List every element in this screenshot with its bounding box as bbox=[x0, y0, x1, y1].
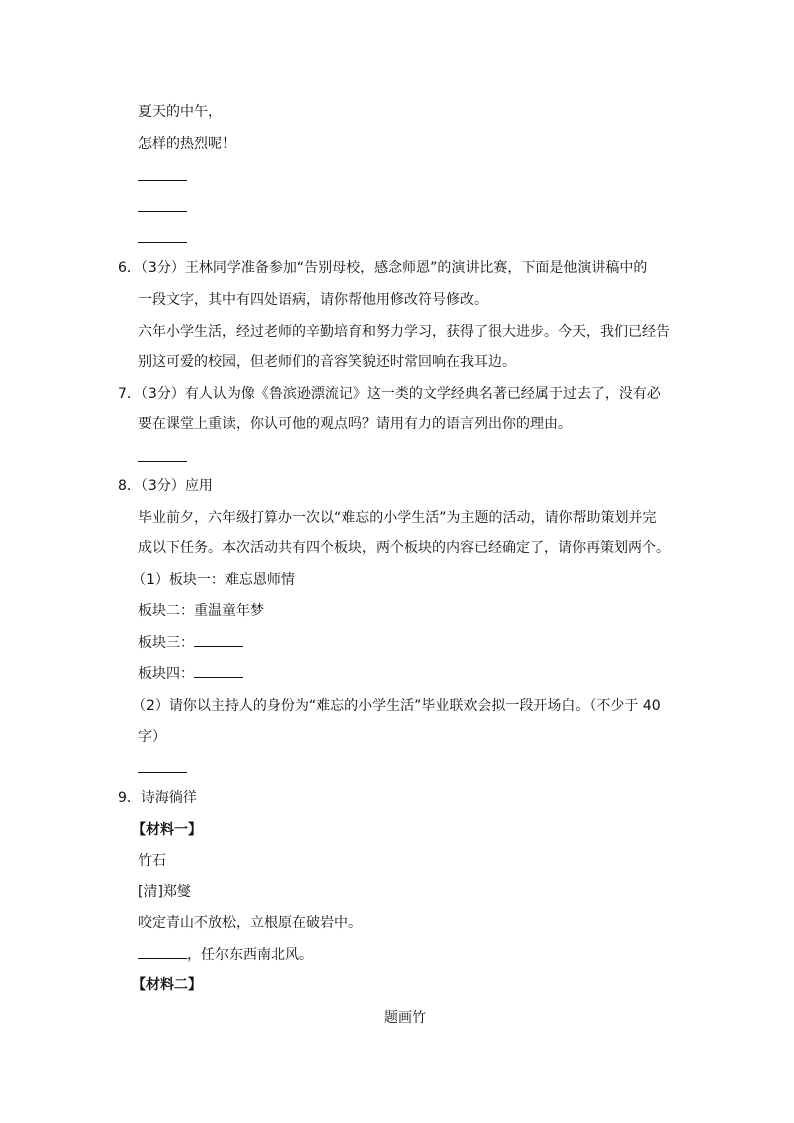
answer-blank[interactable] bbox=[138, 180, 187, 181]
answer-blank[interactable] bbox=[194, 663, 243, 678]
question-number: 7． bbox=[118, 386, 141, 402]
question-text: 成以下任务。本次活动共有四个板块，两个板块的内容已经确定了，请你再策划两个。 bbox=[138, 540, 670, 556]
answer-blank[interactable] bbox=[138, 211, 187, 212]
block-4 bbox=[138, 663, 243, 683]
question-text: 一段文字，其中有四处语病，请你帮他用修改符号修改。 bbox=[138, 292, 488, 308]
question-text: （3分）有人认为像《鲁滨逊漂流记》这一类的文学经典名著已经属于过去了，没有必 bbox=[140, 386, 661, 402]
passage-text: 六年小学生活，经过老师的辛勤培育和努力学习，获得了很大进步。今天，我们已经告 bbox=[138, 324, 670, 340]
question-7 bbox=[118, 384, 661, 404]
poem-line: 咬定青山不放松，立根原在破岩中。 bbox=[138, 915, 362, 931]
poem-line: 夏天的中午， bbox=[138, 104, 222, 120]
question-number: 6． bbox=[118, 260, 141, 276]
question-6 bbox=[118, 258, 647, 278]
answer-blank[interactable] bbox=[194, 632, 243, 647]
question-text: 要在课堂上重读，你认可他的观点吗？请用有力的语言列出你的理由。 bbox=[138, 416, 572, 432]
question-9 bbox=[118, 788, 197, 808]
block-label: 板块三： bbox=[138, 635, 194, 651]
material-2-heading: 【材料二】 bbox=[132, 977, 202, 993]
sub-question-2: （2）请你以主持人的身份为“难忘的小学生活”毕业联欢会拟一段开场白。（不少于 40 bbox=[132, 698, 661, 714]
sub-question-1: （1）板块一：难忘恩师情 bbox=[132, 572, 295, 588]
sub-question-2-cont: 字） bbox=[138, 729, 166, 745]
question-text: 毕业前夕，六年级打算办一次以“难忘的小学生活”为主题的活动，请你帮助策划并完 bbox=[138, 510, 657, 526]
block-label: 板块四： bbox=[138, 666, 194, 682]
question-text: （3分）王林同学准备参加“告别母校，感念师恩”的演讲比赛，下面是他演讲稿中的 bbox=[140, 260, 648, 276]
poem-title: 竹石 bbox=[138, 853, 166, 869]
block-3 bbox=[138, 632, 243, 652]
material-2-title: 题画竹 bbox=[384, 1010, 426, 1026]
question-text: （3分）应用 bbox=[140, 478, 213, 494]
block-2: 板块二：重温童年梦 bbox=[138, 603, 264, 619]
question-number: 8． bbox=[118, 478, 141, 494]
poem-author: [清]郑燮 bbox=[138, 884, 191, 900]
material-1-heading: 【材料一】 bbox=[132, 822, 202, 838]
passage-text: 别这可爱的校园，但老师们的音容笑貌还时常回响在我耳边。 bbox=[138, 354, 516, 370]
answer-blank[interactable] bbox=[138, 772, 187, 773]
poem-line-text: ，任尔东西南北风。 bbox=[187, 947, 313, 963]
poem-line: 怎样的热烈呢！ bbox=[138, 136, 236, 152]
question-text: 诗海徜徉 bbox=[140, 790, 197, 806]
answer-blank[interactable] bbox=[138, 461, 187, 462]
question-8 bbox=[118, 476, 213, 496]
answer-blank[interactable] bbox=[138, 944, 187, 959]
question-number: 9． bbox=[118, 790, 141, 806]
poem-line bbox=[138, 944, 313, 964]
answer-blank[interactable] bbox=[138, 242, 187, 243]
